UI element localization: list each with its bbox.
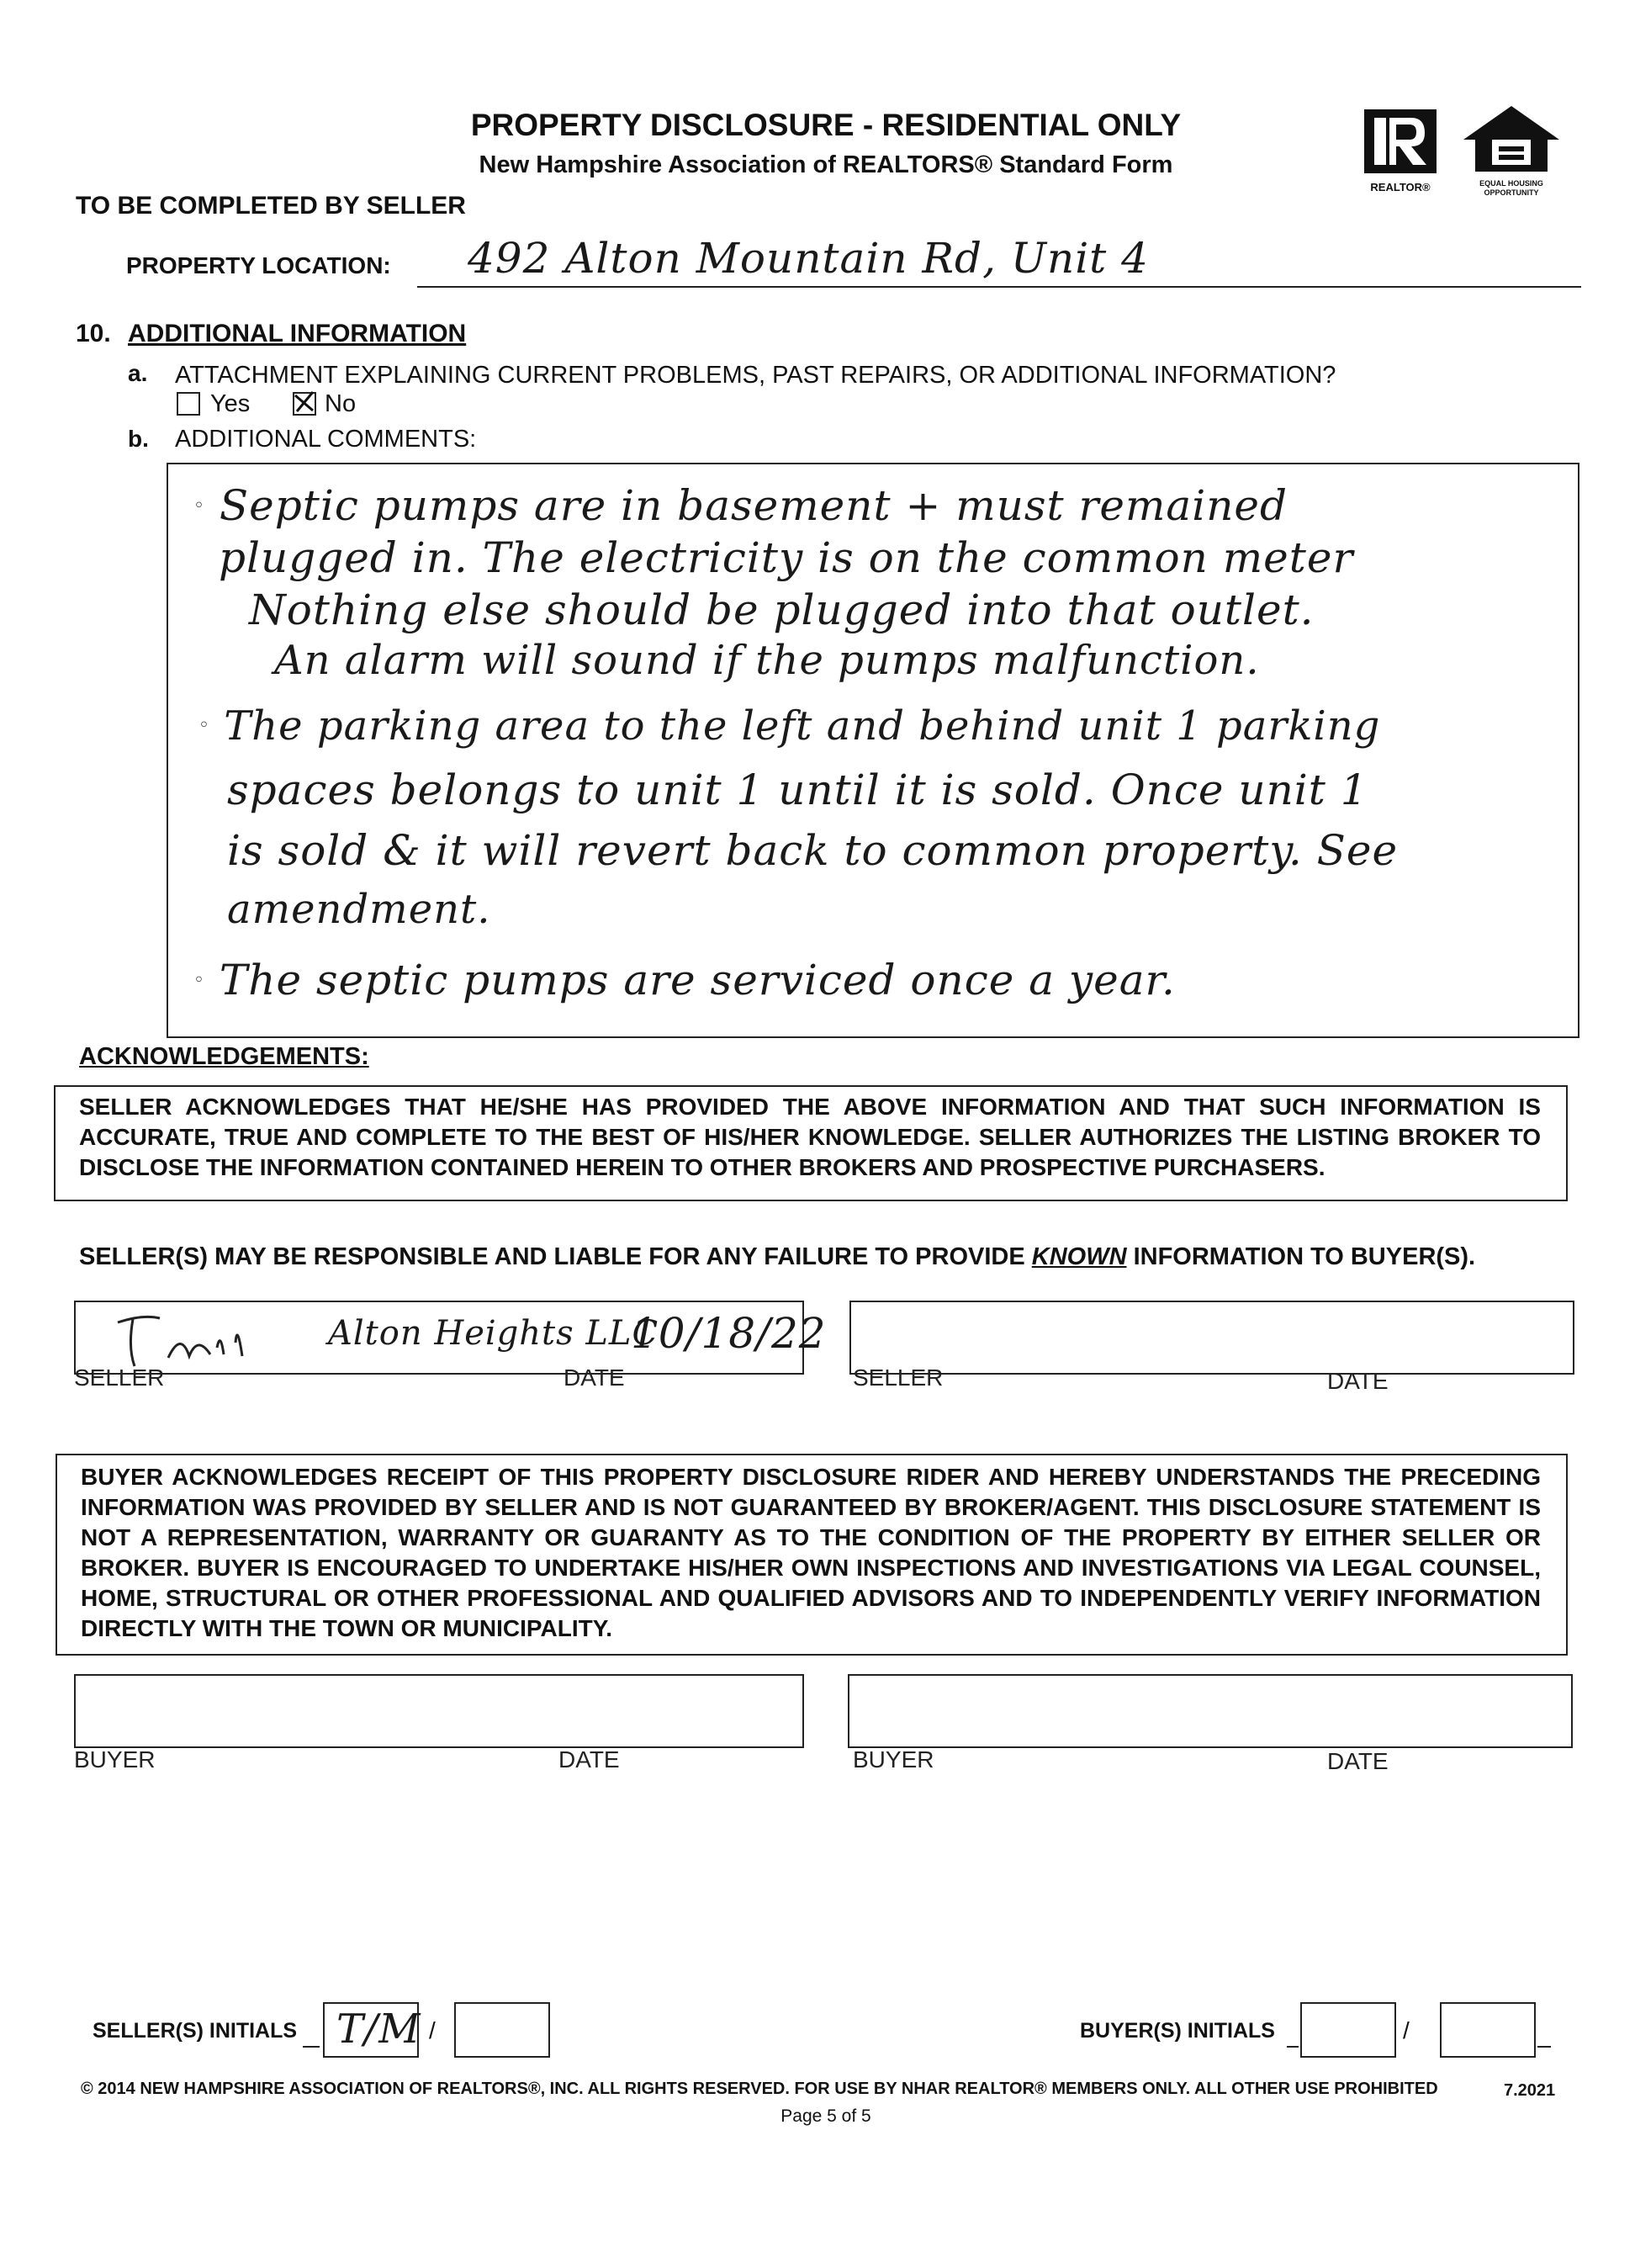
property-location-value: 492 Alton Mountain Rd, Unit 4 [468, 234, 1149, 283]
comment-line: Nothing else should be plugged into that outlet. [249, 586, 1315, 634]
no-checkbox[interactable] [293, 392, 316, 416]
comments-bullet-1: ◦ Septic pumps are in basement + must remained [193, 481, 1288, 530]
comment-line: is sold & it will revert back to common property. See [227, 826, 1399, 875]
item-b-label: ADDITIONAL COMMENTS: [175, 426, 477, 453]
form-version: 7.2021 [1504, 2081, 1556, 2100]
liability-statement: SELLER(S) MAY BE RESPONSIBLE AND LIABLE FOR ANY FAILURE TO PROVIDE KNOWN INFORMATION TO BUYER(S). [79, 1243, 1476, 1270]
comments-bullet-3: ◦ The septic pumps are serviced once a year. [193, 956, 1176, 1004]
acknowledgements-heading: ACKNOWLEDGEMENTS: [79, 1043, 369, 1070]
section-10-number: 10. [76, 320, 111, 347]
form-title: PROPERTY DISCLOSURE - RESIDENTIAL ONLY [470, 108, 1182, 142]
check-mark-icon [293, 390, 316, 414]
seller-initials-leader [303, 2046, 320, 2048]
buyer-initials-trailer [1537, 2046, 1551, 2048]
comment-line: An alarm will sound if the pumps malfunction. [274, 637, 1260, 684]
buyer-label-1: BUYER [74, 1746, 156, 1773]
buyer-initials-separator: / [1403, 2017, 1410, 2043]
buyer-signature-box-2[interactable] [848, 1674, 1573, 1748]
seller-entity-name: Alton Heights LLC [328, 1314, 659, 1353]
seller-initials-label: SELLER(S) INITIALS [93, 2019, 298, 2043]
additional-comments-box[interactable] [167, 463, 1579, 1038]
realtor-logo [1362, 108, 1438, 195]
seller-signature-box-2[interactable] [849, 1301, 1574, 1375]
realtor-r-icon [1362, 108, 1438, 175]
seller-acknowledgement-box [54, 1085, 1568, 1201]
buyer-initials-box-1[interactable] [1300, 2002, 1396, 2058]
item-a-marker: a. [128, 360, 148, 386]
buyer-label-2: BUYER [853, 1746, 934, 1773]
seller-label-2: SELLER [853, 1365, 944, 1391]
yes-checkbox[interactable] [177, 392, 200, 416]
seller-initials-box-2[interactable] [454, 2002, 550, 2058]
no-label: No [325, 390, 357, 417]
known-emphasis: KNOWN [1031, 1243, 1127, 1270]
buyer-initials-label: BUYER(S) INITIALS [1080, 2019, 1275, 2043]
eho-label: EQUAL HOUSING OPPORTUNITY [1479, 179, 1543, 197]
seller-acknowledgement-text: SELLER ACKNOWLEDGES THAT HE/SHE HAS PROVIDED THE ABOVE INFORMATION AND THAT SUCH INFORMATION IS ACCURATE, TRUE AND COMPLETE TO THE BEST OF HIS/HER KNOWLEDGE. SELLER AUTHORIZES THE LISTING BROKER TO DISCLOSE THE INFORMATION CONTAINED HEREIN TO OTHER BROKERS AND PROSPECTIVE PURCHASERS. [79, 1094, 1541, 1180]
property-location-label: PROPERTY LOCATION: [126, 252, 391, 278]
buyer-acknowledgement-text: BUYER ACKNOWLEDGES RECEIPT OF THIS PROPERTY DISCLOSURE RIDER AND HEREBY UNDERSTANDS THE PRECEDING INFORMATION WAS PROVIDED BY SELLER AND IS NOT GUARANTEED BY BROKER/AGENT. THIS DISCLOSURE STATEMENT IS NOT A REPRESENTATION, WARRANTY OR GUARANTY AS TO THE CONDITION OF THE PROPERTY BY EITHER SELLER OR BROKER. BUYER IS ENCOURAGED TO UNDERTAKE HIS/HER OWN INSPECTIONS AND INVESTIGATIONS VIA LEGAL COUNSEL, HOME, STRUCTURAL OR OTHER PROFESSIONAL AND QUALIFIED ADVISORS AND TO INDEPENDENTLY VERIFY INFORMATION DIRECTLY WITH THE TOWN OR MUNICIPALITY. [81, 1464, 1541, 1641]
seller-initials-value: T/M [336, 2006, 421, 2053]
comments-bullet-2: ◦ The parking area to the left and behind unit 1 parking [198, 702, 1381, 750]
comment-line: plugged in. The electricity is on the common meter [219, 533, 1354, 582]
buyer-date-label-2: DATE [1327, 1748, 1389, 1774]
section-10-heading: ADDITIONAL INFORMATION [128, 320, 467, 347]
realtor-logo-label: REALTOR® [1370, 181, 1431, 193]
comment-line: spaces belongs to unit 1 until it is sold. Once unit 1 [227, 766, 1368, 814]
comment-line: The septic pumps are serviced once a year. [219, 956, 1176, 1004]
date-label-2: DATE [1327, 1368, 1389, 1394]
seller-date-value: 10/18/22 [631, 1309, 827, 1358]
completed-by-label: TO BE COMPLETED BY SELLER [76, 192, 466, 220]
property-location-field[interactable] [417, 234, 1581, 288]
seller-initials-separator: / [429, 2017, 436, 2043]
buyer-acknowledgement-box [56, 1454, 1568, 1656]
comment-line: The parking area to the left and behind unit 1 parking [224, 702, 1381, 750]
seller-signature-box-1[interactable] [74, 1301, 827, 1375]
buyer-signature-box-1[interactable] [74, 1674, 804, 1748]
buyer-initials-leader [1287, 2046, 1299, 2048]
item-b-marker: b. [128, 426, 149, 452]
buyer-initials-box-2[interactable] [1440, 2002, 1536, 2058]
page-number: Page 5 of 5 [780, 2106, 871, 2126]
yes-label: Yes [210, 390, 251, 417]
comment-line: amendment. [227, 886, 491, 933]
equal-housing-logo [1457, 103, 1566, 204]
seller-initials-box-1[interactable] [323, 2002, 419, 2058]
form-subtitle: New Hampshire Association of REALTORS® Standard Form [479, 151, 1173, 178]
copyright-notice: © 2014 NEW HAMPSHIRE ASSOCIATION OF REALTORS®, INC. ALL RIGHTS RESERVED. FOR USE BY NHAR REALTOR® MEMBERS ONLY. ALL OTHER USE PROHIBITED [81, 2080, 1438, 2098]
item-a-question: ATTACHMENT EXPLAINING CURRENT PROBLEMS, PAST REPAIRS, OR ADDITIONAL INFORMATION? [175, 362, 1336, 389]
buyer-date-label-1: DATE [558, 1746, 620, 1773]
seller-label-1: SELLER [74, 1365, 165, 1391]
comment-line: Septic pumps are in basement + must remained [219, 481, 1288, 530]
date-label-1: DATE [564, 1365, 625, 1391]
seller-signature-scribble [109, 1306, 261, 1373]
equal-housing-icon [1457, 103, 1566, 175]
